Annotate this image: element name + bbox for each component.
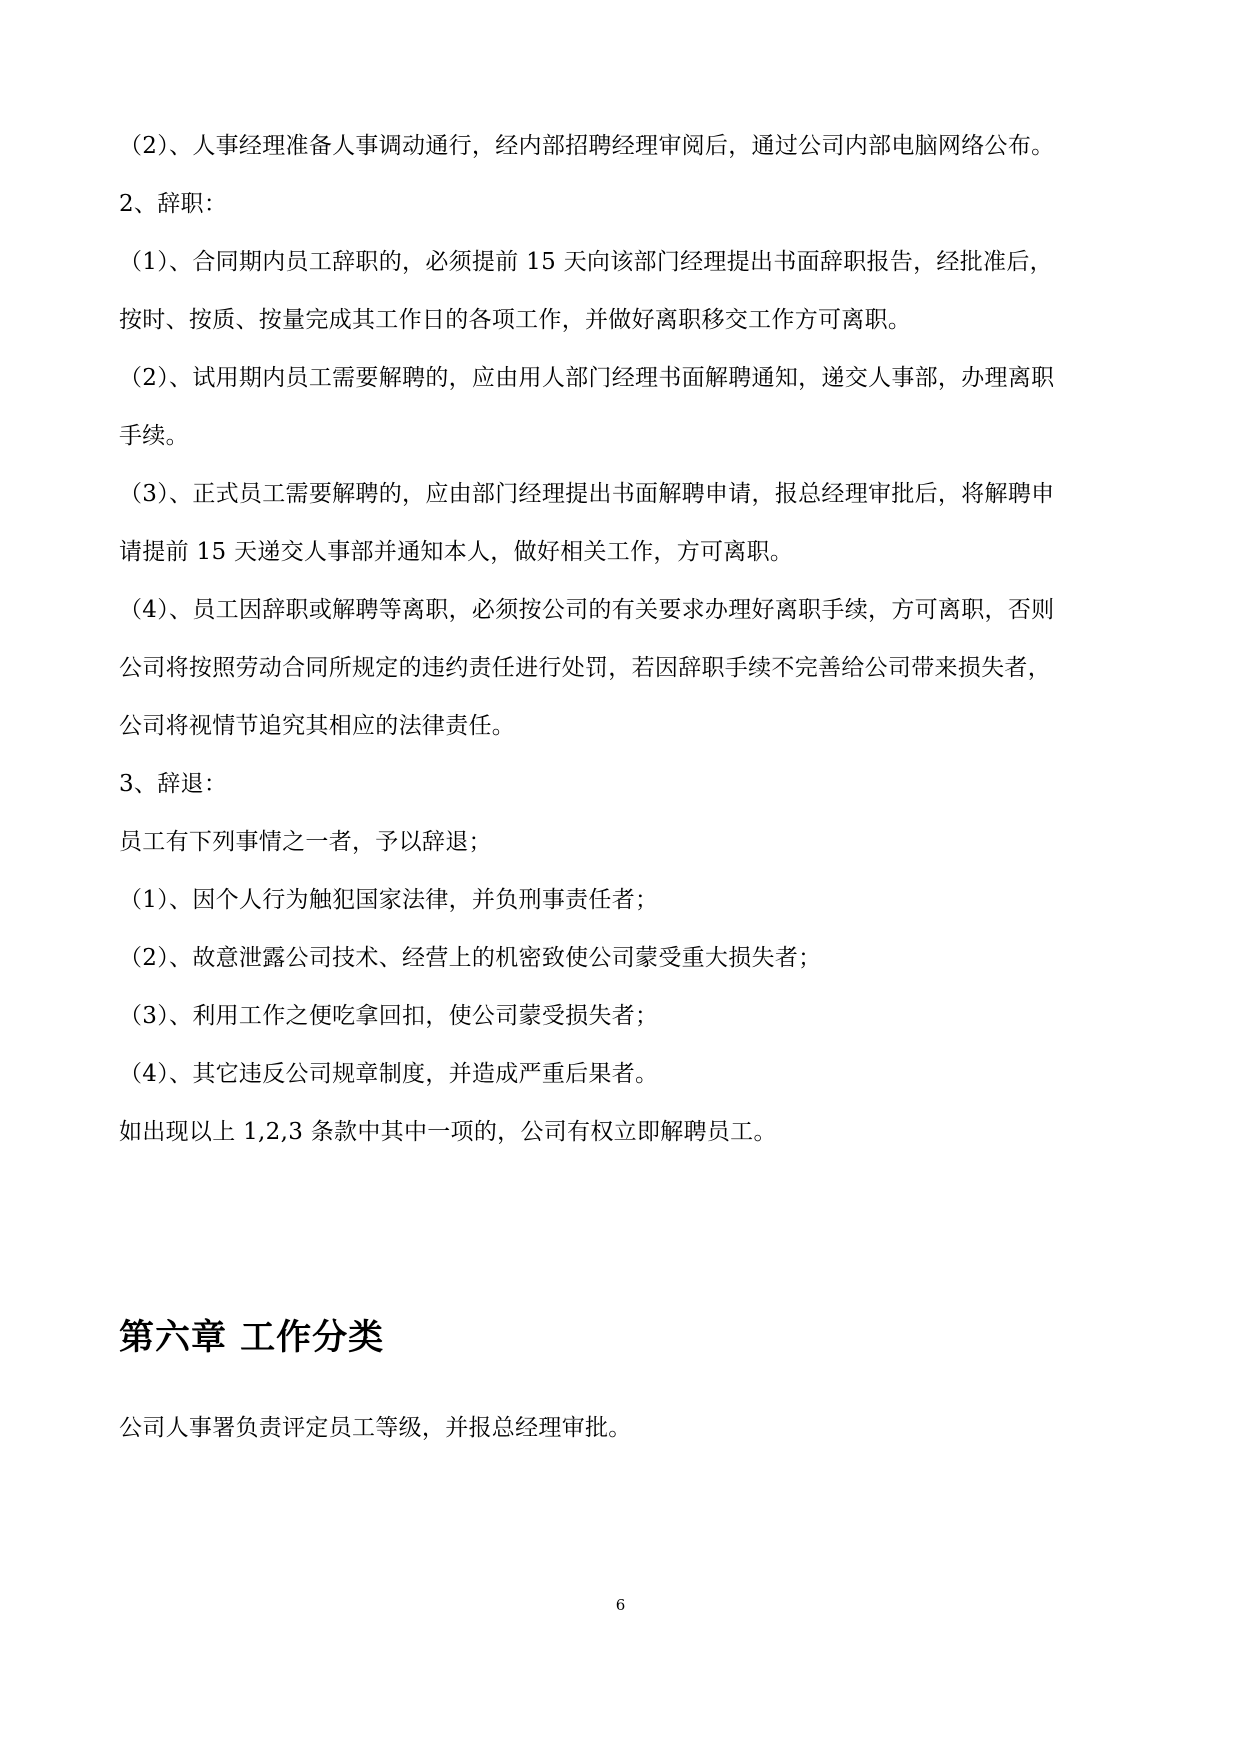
paragraph-line: 员工有下列事情之一者，予以辞退； <box>119 829 492 855</box>
list-item: （1）、因个人行为触犯国家法律，并负刑事责任者； <box>119 887 659 913</box>
section-heading-resignation: 2、辞职： <box>119 191 228 217</box>
paragraph-line: 手续。 <box>119 423 189 449</box>
list-item: （3）、利用工作之便吃拿回扣，使公司蒙受损失者； <box>119 1003 659 1029</box>
paragraph-line: （2）、试用期内员工需要解聘的，应由用人部门经理书面解聘通知，递交人事部，办理离职 <box>119 365 1055 391</box>
section-heading-dismissal: 3、辞退： <box>119 771 228 797</box>
page-number: 6 <box>615 1596 626 1614</box>
paragraph-line: 公司人事署负责评定员工等级，并报总经理审批。 <box>119 1415 632 1441</box>
list-item: （4）、其它违反公司规章制度，并造成严重后果者。 <box>119 1061 659 1087</box>
paragraph-line: （3）、正式员工需要解聘的，应由部门经理提出书面解聘申请，报总经理审批后，将解聘申 <box>119 481 1055 507</box>
paragraph-line: 公司将按照劳动合同所规定的违约责任进行处罚，若因辞职手续不完善给公司带来损失者， <box>119 655 1051 681</box>
paragraph-line: 公司将视情节追究其相应的法律责任。 <box>119 713 516 739</box>
paragraph-line: 请提前 15 天递交人事部并通知本人，做好相关工作，方可离职。 <box>119 539 794 565</box>
list-item: （2）、故意泄露公司技术、经营上的机密致使公司蒙受重大损失者； <box>119 945 822 971</box>
paragraph-line: （2）、人事经理准备人事调动通行，经内部招聘经理审阅后，通过公司内部电脑网络公布。 <box>119 133 1055 159</box>
chapter-heading: 第六章 工作分类 <box>119 1318 385 1358</box>
paragraph-line: （4）、员工因辞职或解聘等离职，必须按公司的有关要求办理好离职手续，方可离职，否则 <box>119 597 1055 623</box>
paragraph-line: 按时、按质、按量完成其工作日的各项工作，并做好离职移交工作方可离职。 <box>119 307 912 333</box>
paragraph-line: 如出现以上 1,2,3 条款中其中一项的，公司有权立即解聘员工。 <box>119 1119 777 1145</box>
paragraph-line: （1）、合同期内员工辞职的，必须提前 15 天向该部门经理提出书面辞职报告，经批准后， <box>119 249 1053 275</box>
